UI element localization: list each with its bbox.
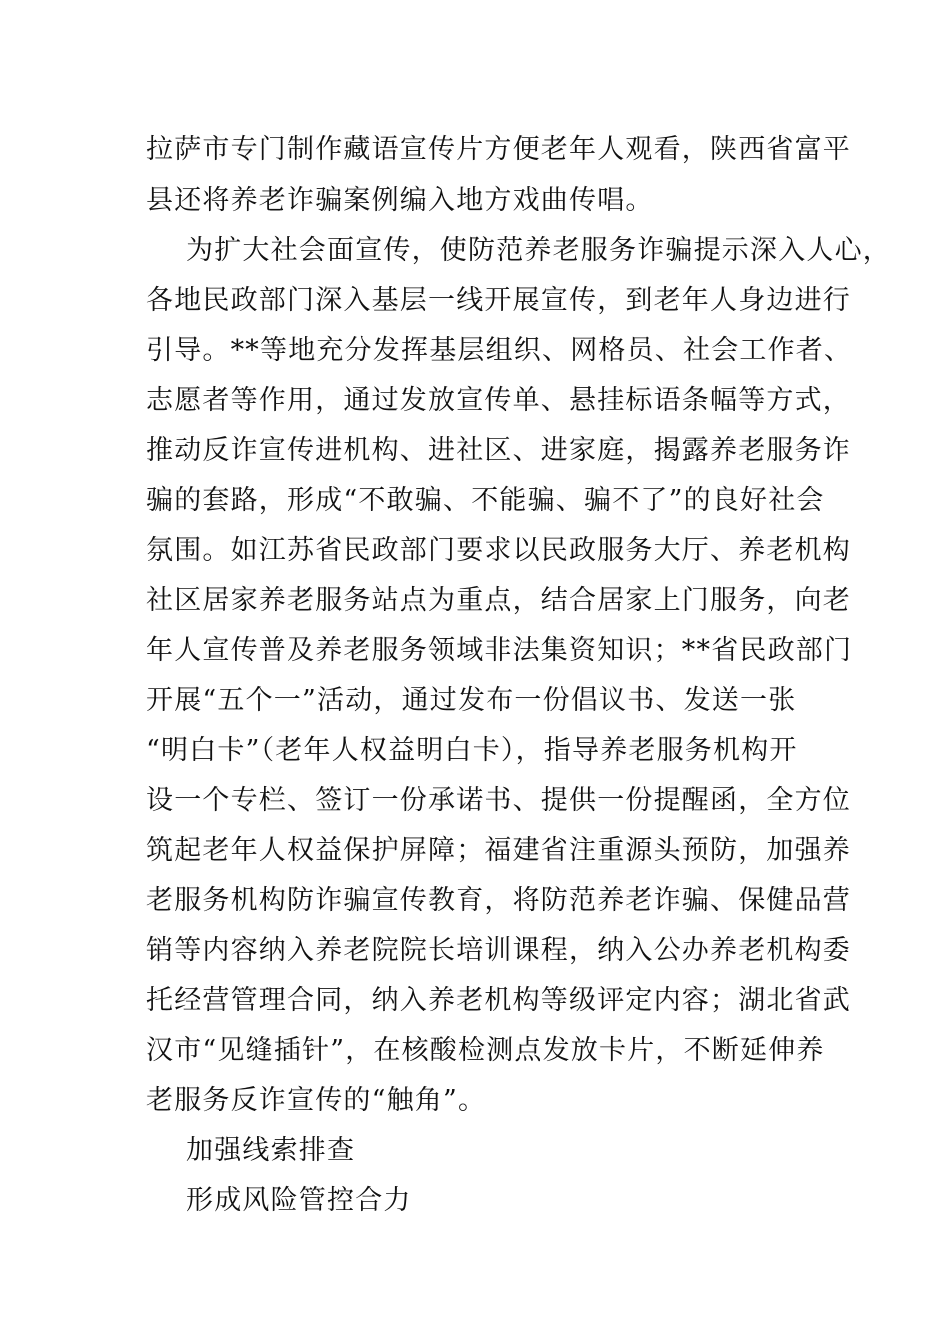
text-line: “明白卡”（老年人权益明白卡），指导养老服务机构开: [146, 735, 798, 766]
text-line: 老服务反诈宣传的“触角”。: [146, 1085, 487, 1116]
text-line: 各地民政部门深入基层一线开展宣传，到老年人身边进行: [146, 285, 851, 316]
text-line: 托经营管理合同，纳入养老机构等级评定内容；湖北省武: [146, 985, 851, 1016]
text-line: 社区居家养老服务站点为重点，结合居家上门服务，向老: [146, 585, 851, 616]
text-line: 筑起老年人权益保护屏障；福建省注重源头预防，加强养: [146, 835, 851, 866]
text-line: 县还将养老诈骗案例编入地方戏曲传唱。: [146, 185, 654, 216]
text-line: 年人宣传普及养老服务领域非法集资知识；**省民政部门: [146, 635, 853, 666]
text-line: 推动反诈宣传进机构、进社区、进家庭，揭露养老服务诈: [146, 435, 851, 466]
text-line: 氛围。如江苏省民政部门要求以民政服务大厅、养老机构: [146, 535, 851, 566]
text-line: 引导。**等地充分发挥基层组织、网格员、社会工作者、: [146, 335, 853, 366]
text-line: 开展“五个一”活动，通过发布一份倡议书、发送一张: [146, 685, 797, 716]
text-line: 汉市“见缝插针”，在核酸检测点发放卡片，不断延伸养: [146, 1035, 825, 1066]
paragraph-start-line: 为扩大社会面宣传，使防范养老服务诈骗提示深入人心，: [186, 235, 891, 266]
section-heading: 形成风险管控合力: [186, 1185, 412, 1216]
text-line: 老服务机构防诈骗宣传教育，将防范养老诈骗、保健品营: [146, 885, 851, 916]
section-heading: 加强线索排查: [186, 1135, 356, 1166]
text-line: 拉萨市专门制作藏语宣传片方便老年人观看，陕西省富平: [146, 134, 851, 165]
text-line: 设一个专栏、签订一份承诺书、提供一份提醒函，全方位: [146, 785, 851, 816]
text-line: 销等内容纳入养老院院长培训课程，纳入公办养老机构委: [146, 935, 851, 966]
text-line: 志愿者等作用，通过发放宣传单、悬挂标语条幅等方式，: [146, 385, 851, 416]
text-line: 骗的套路，形成“不敢骗、不能骗、骗不了”的良好社会: [146, 485, 825, 516]
